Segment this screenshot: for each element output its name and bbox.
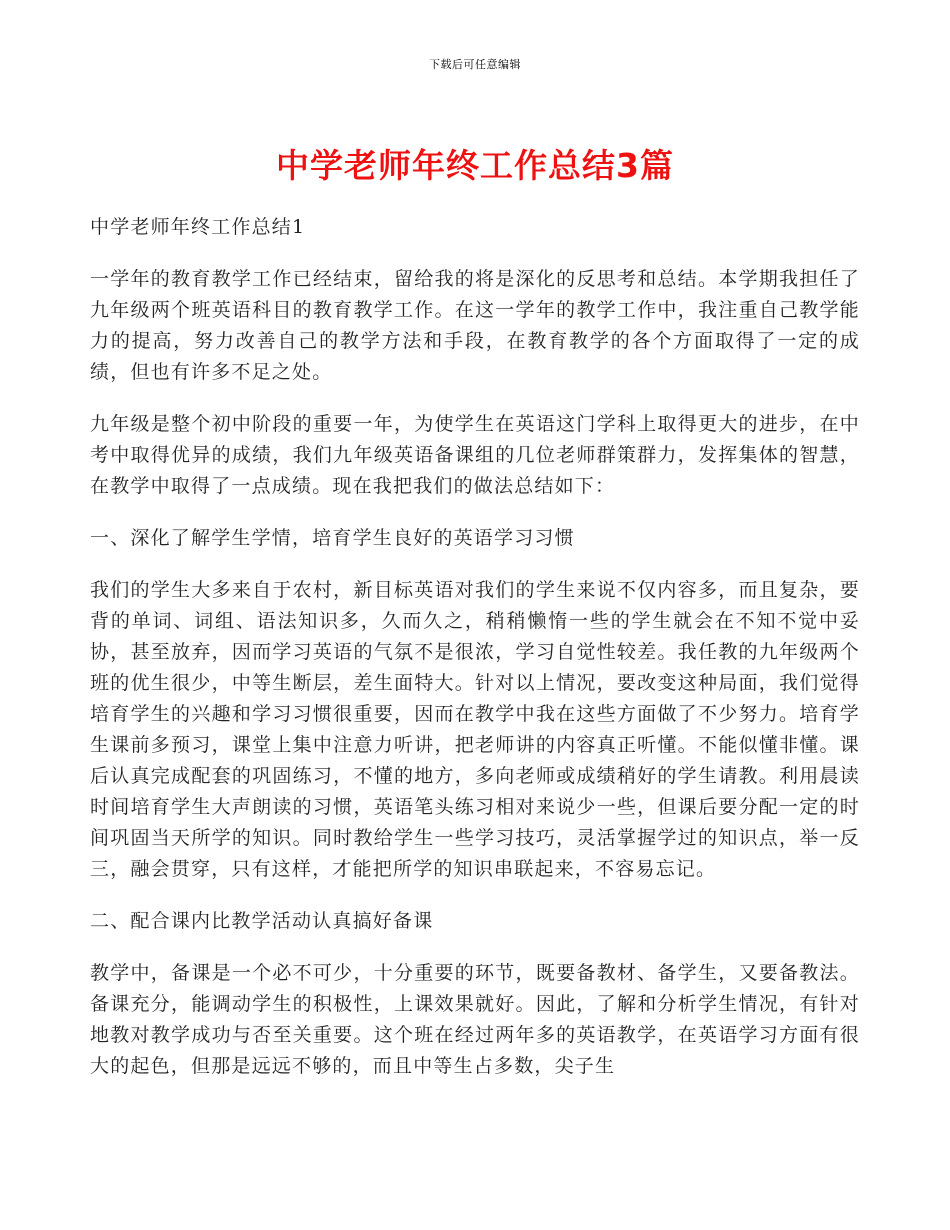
section-heading: 二、配合课内比教学活动认真搞好备课 (90, 910, 434, 932)
document-body (90, 212, 860, 1103)
header-note: 下载后可任意编辑 (429, 58, 521, 71)
section-heading: 中学老师年终工作总结1 (90, 216, 306, 238)
paragraph: 一学年的教育教学工作已经结束，留给我的将是深化的反思考和总结。本学期我担任了九年级两个班英语科目的教育教学工作。在这一学年的教学工作中，我注重自己教学能力的提高，努力改善自己的教学方法和手段，在教育教学的各个方面取得了一定的成绩，但也有许多不足之处。 (90, 268, 860, 383)
paragraph: 九年级是整个初中阶段的重要一年，为使学生在英语这门学科上取得更大的进步，在中考中取得优异的成绩，我们九年级英语备课组的几位老师群策群力，发挥集体的智慧，在教学中取得了一点成绩。现在我把我们的做法总结如下： (90, 413, 860, 497)
section-heading: 一、深化了解学生学情，培育学生良好的英语学习习惯 (90, 527, 575, 549)
paragraph: 我们的学生大多来自于农村，新目标英语对我们的学生来说不仅内容多，而且复杂，要背的单词、词组、语法知识多，久而久之，稍稍懒惰一些的学生就会在不知不觉中妥协，甚至放弃，因而学习英语的气氛不是很浓，学习自觉性较差。我任教的九年级两个班的优生很少，中等生断层，差生面特大。针对以上情况，要改变这种局面，我们觉得培育学生的兴趣和学习习惯很重要，因而在教学中我在这些方面做了不少努力。培育学生课前多预习，课堂上集中注意力听讲，把老师讲的内容真正听懂。不能似懂非懂。课后认真完成配套的巩固练习，不懂的地方，多向老师或成绩稍好的学生请教。利用晨读时间培育学生大声朗读的习惯，英语笔头练习相对来说少一些，但课后要分配一定的时间巩固当天所学的知识。同时教给学生一些学习技巧，灵活掌握学过的知识点，举一反三，融会贯穿，只有这样，才能把所学的知识串联起来，不容易忘记。 (90, 579, 860, 880)
document-title: 中学老师年终工作总结3篇 (276, 146, 674, 185)
paragraph: 教学中，备课是一个必不可少，十分重要的环节，既要备教材、备学生，又要备教法。备课充分，能调动学生的积极性，上课效果就好。因此，了解和分析学生情况，有针对地教对教学成功与否至关重要。这个班在经过两年多的英语教学，在英语学习方面有很大的起色，但那是远远不够的，而且中等生占多数，尖子生 (90, 962, 860, 1077)
